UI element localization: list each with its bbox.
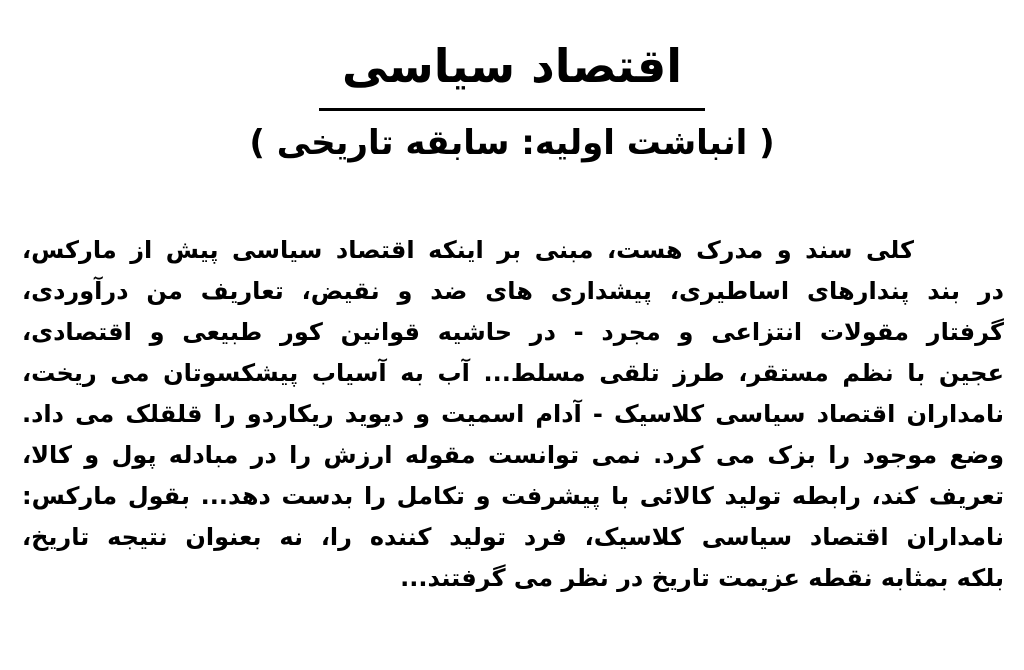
text-line: بلکه بمثابه نقطه عزیمت تاریخ در نظر می گرفتند... bbox=[400, 564, 1004, 592]
body-paragraph bbox=[22, 230, 1004, 599]
text-line: نامداران اقتصاد سیاسی کلاسیک - آدام اسمیت و دیوید ریکاردو را قلقلک می داد. bbox=[22, 400, 1004, 428]
text-line: در بند پندارهای اساطیری، پیشداری های ضد و نقیض، تعاریف من درآوردی، bbox=[22, 277, 1004, 305]
title-underline bbox=[319, 108, 705, 111]
text-line: کلی سند و مدرک هست، مبنی بر اینکه اقتصاد سیاسی پیش از مارکس، bbox=[22, 236, 914, 264]
text-line: عجین با نظم مستقر، طرز تلقی مسلط... آب به آسیاب پیشکسوتان می ریخت، bbox=[22, 359, 1004, 387]
text-line: گرفتار مقولات انتزاعی و مجرد - در حاشیه قوانین کور طبیعی و اقتصادی، bbox=[22, 318, 1004, 346]
text-line: نامداران اقتصاد سیاسی کلاسیک، فرد تولید کننده را، نه بعنوان نتیجه تاریخ، bbox=[22, 523, 1004, 551]
text-line: تعریف کند، رابطه تولید کالائی با پیشرفت و تکامل را بدست دهد... بقول مارکس: bbox=[22, 482, 1004, 510]
document-title: اقتصاد سیاسی bbox=[342, 39, 682, 93]
text-line: وضع موجود را بزک می کرد. نمی توانست مقوله ارزش را در مبادله پول و کالا، bbox=[22, 441, 1004, 469]
document-subtitle: ( انباشت اولیه: سابقه تاریخی ) bbox=[249, 123, 775, 163]
